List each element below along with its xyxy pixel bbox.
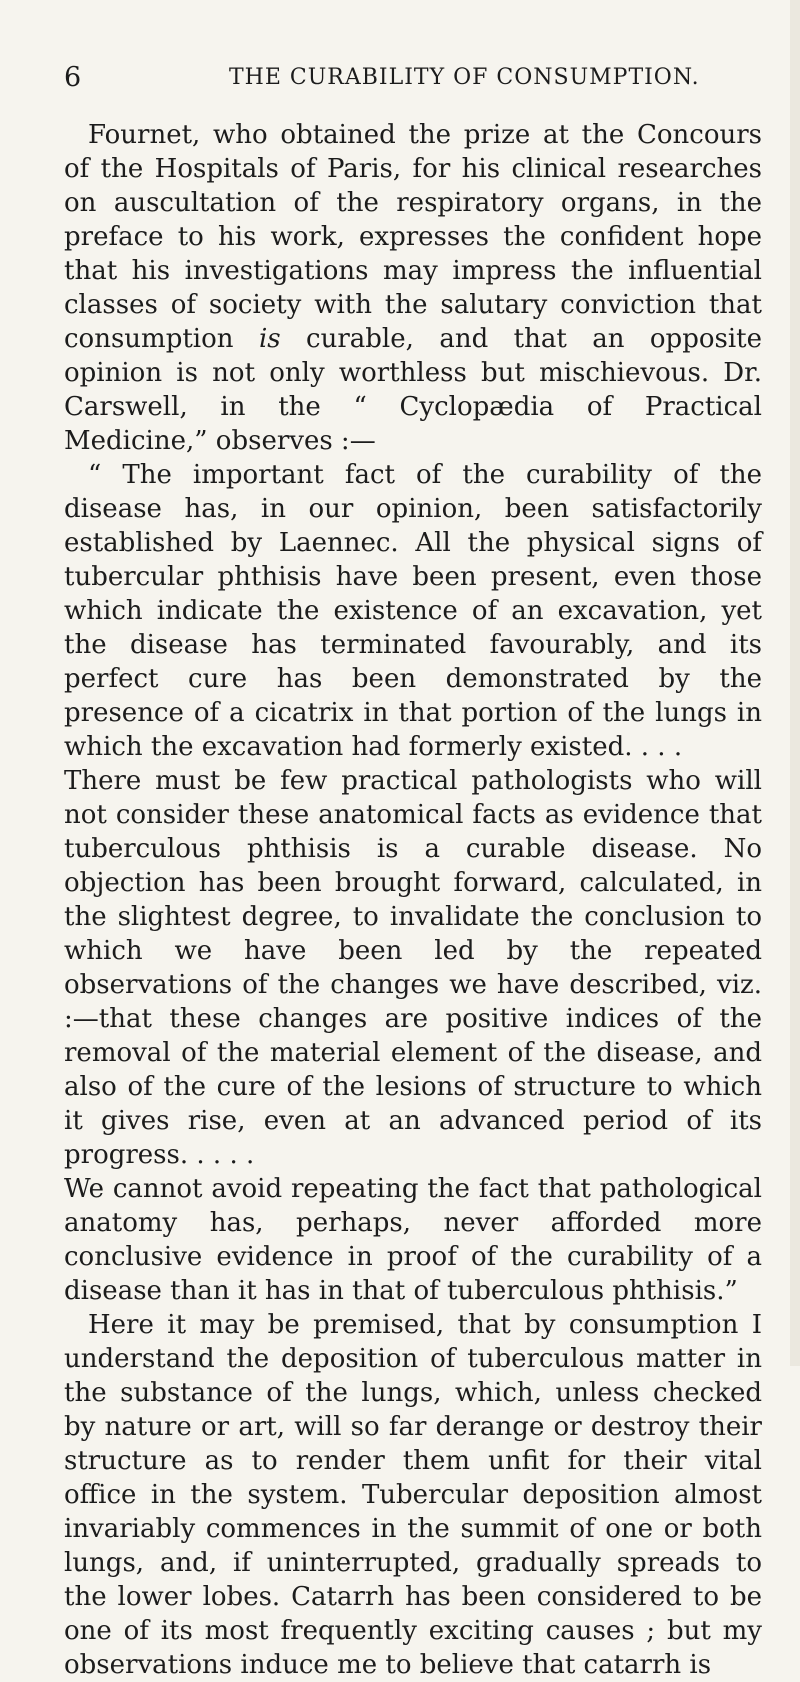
page-edge	[790, 0, 800, 1366]
paragraph-fournet	[64, 118, 762, 458]
running-head	[64, 62, 762, 100]
quotation-carswell-part-3: We cannot avoid repeating the fact that pathological anatomy has, perhaps, never afforded more conclusive evidence in proof of the curability of a disease than it has in that of tuberculous phthisis.”	[64, 1174, 762, 1306]
quotation-carswell-part-1: “ The important fact of the curability of the disease has, in our opinion, been satisfactorily established by Laennec. All the physical signs of tubercular phthisis have been present, even those which indicate the existence of an excavation, yet the disease has terminated favourably, and its perfect cure has been demonstrated by the presence of a cicatrix in that portion of the lungs in which the excavation had formerly existed. . . .	[64, 460, 762, 762]
page-number: 6	[64, 62, 82, 93]
emphasis-is: is	[258, 324, 281, 354]
paragraph-fournet-end: curable, and that an opposite opinion is not only worthless but mischievous. Dr. Carswell, in the “ Cyclopædia of Practical Medicine,” observes :—	[64, 324, 762, 456]
body-text	[64, 118, 762, 1682]
running-title: THE CURABILITY OF CONSUMPTION.	[229, 65, 700, 90]
paragraph-definition: Here it may be premised, that by consumption I understand the deposition of tuberculous matter in the substance of the lungs, which, unless checked by nature or art, will so far derange or destroy their structure as to render them unfit for their vital office in the system. Tubercular deposition almost invariably commences in the summit of one or both lungs, and, if uninterrupted, gradually spreads to the lower lobes. Catarrh has been considered to be one of its most frequently exciting causes ; but my observations induce me to believe that catarrh is	[64, 1310, 762, 1680]
paragraph-fournet-start: Fournet, who obtained the prize at the Concours of the Hospitals of Paris, for his clinical researches on auscultation of the respiratory organs, in the preface to his work, expresses the confident hope that his investigations may impress the influential classes of society with the salutary conviction that consumption	[64, 120, 762, 354]
quotation-carswell-part-2: There must be few practical pathologists who will not consider these anatomical facts as evidence that tuberculous phthisis is a curable disease. No objection has been brought forward, calculated, in the slightest degree, to invalidate the conclusion to which we have been led by the repeated observations of the changes we have described, viz. :—that these changes are positive indices of the removal of the material element of the disease, and also of the cure of the lesions of structure to which it gives rise, even at an advanced period of its progress. . . . .	[64, 766, 762, 1170]
